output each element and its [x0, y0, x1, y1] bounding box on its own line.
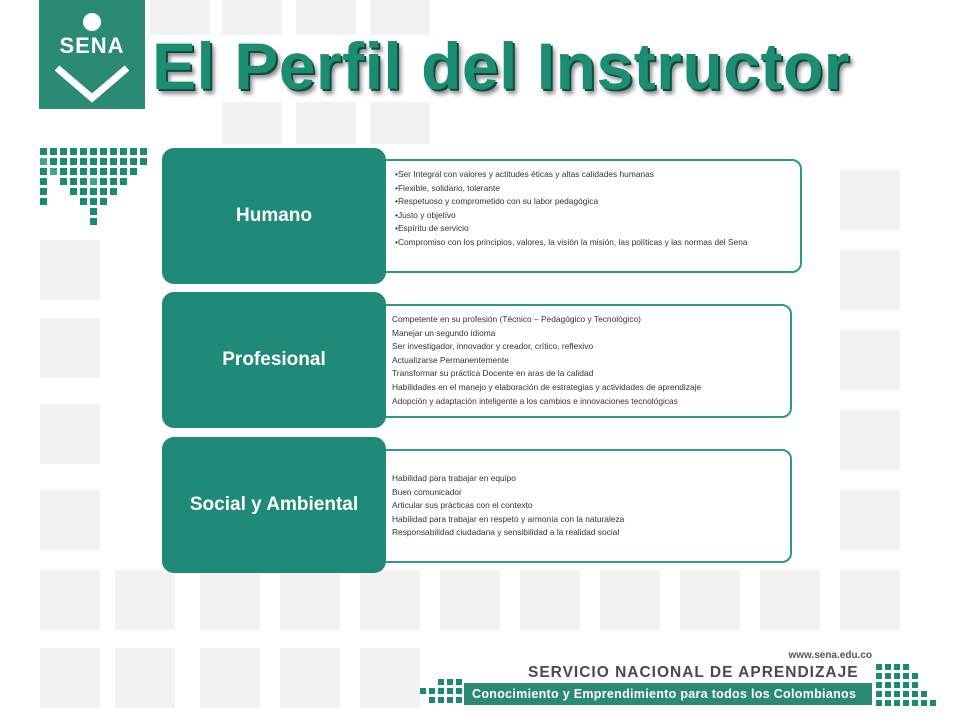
list-item: • Espíritu de servicio [395, 222, 797, 236]
profesional-list [392, 313, 788, 408]
humano-list [395, 168, 797, 250]
list-item: Habilidades en el manejo y elaboración de estrategias y actividades de aprendizaje [392, 381, 702, 392]
list-item: • Flexible, solidario, tolerante [395, 182, 797, 196]
page-title: El Perfil del Instructor [152, 29, 850, 103]
footer-slogan: Conocimiento y Emprendimiento para todos los Colombianos [472, 687, 857, 701]
list-item: • Respetuoso y comprometido con su labor pedagógica [395, 195, 797, 209]
list-item: Responsabilidad ciudadana y sensibilidad a la realidad social [392, 527, 620, 538]
humano-badge-label: Humano [236, 205, 312, 226]
footer-institution-title: SERVICIO NACIONAL DE APRENDIZAJE [528, 664, 859, 681]
list-item: Habilidad para trabajar en respeto y armonía con la naturaleza [392, 513, 625, 524]
list-item: • Ser Integral con valores y actitudes éticas y altas calidades humanas [395, 168, 797, 182]
list-item: Transformar su práctica Docente en aras de la calidad [392, 368, 594, 379]
social-ambiental-badge [162, 437, 386, 573]
social-ambiental-list [392, 472, 788, 540]
social-ambiental-badge-label: Social y Ambiental [189, 494, 359, 515]
list-item: Ser investigador, innovador y creador, crítico, reflexivo [392, 341, 594, 352]
humano-badge [162, 148, 386, 284]
profesional-badge [162, 292, 386, 428]
footer-slogan-bar [464, 683, 872, 705]
profesional-badge-label: Profesional [222, 349, 326, 370]
list-item: Adopción y adaptación inteligente a los cambios e innovaciones tecnológicas [392, 395, 678, 406]
list-item: Articular sus prácticas con el contexto [392, 500, 533, 511]
list-item: Buen comunicador [392, 486, 462, 497]
sena-logo [39, 0, 145, 109]
list-item: Habilidad para trabajar en equipo [392, 473, 516, 483]
list-item: Manejar un segundo idioma [392, 327, 496, 338]
list-item: • Compromiso con los principios, valores, la visión la misión, las políticas y las normas del Sena [395, 236, 797, 250]
logo-text: SENA [59, 33, 125, 58]
footer-website: www.sena.edu.co [788, 650, 872, 661]
list-item: Competente en su profesión (Técnico – Pedagógico y Tecnológico) [392, 314, 641, 324]
list-item: Actualizarse Permanentemente [392, 354, 509, 365]
list-item: • Justo y objetivo [395, 209, 797, 223]
